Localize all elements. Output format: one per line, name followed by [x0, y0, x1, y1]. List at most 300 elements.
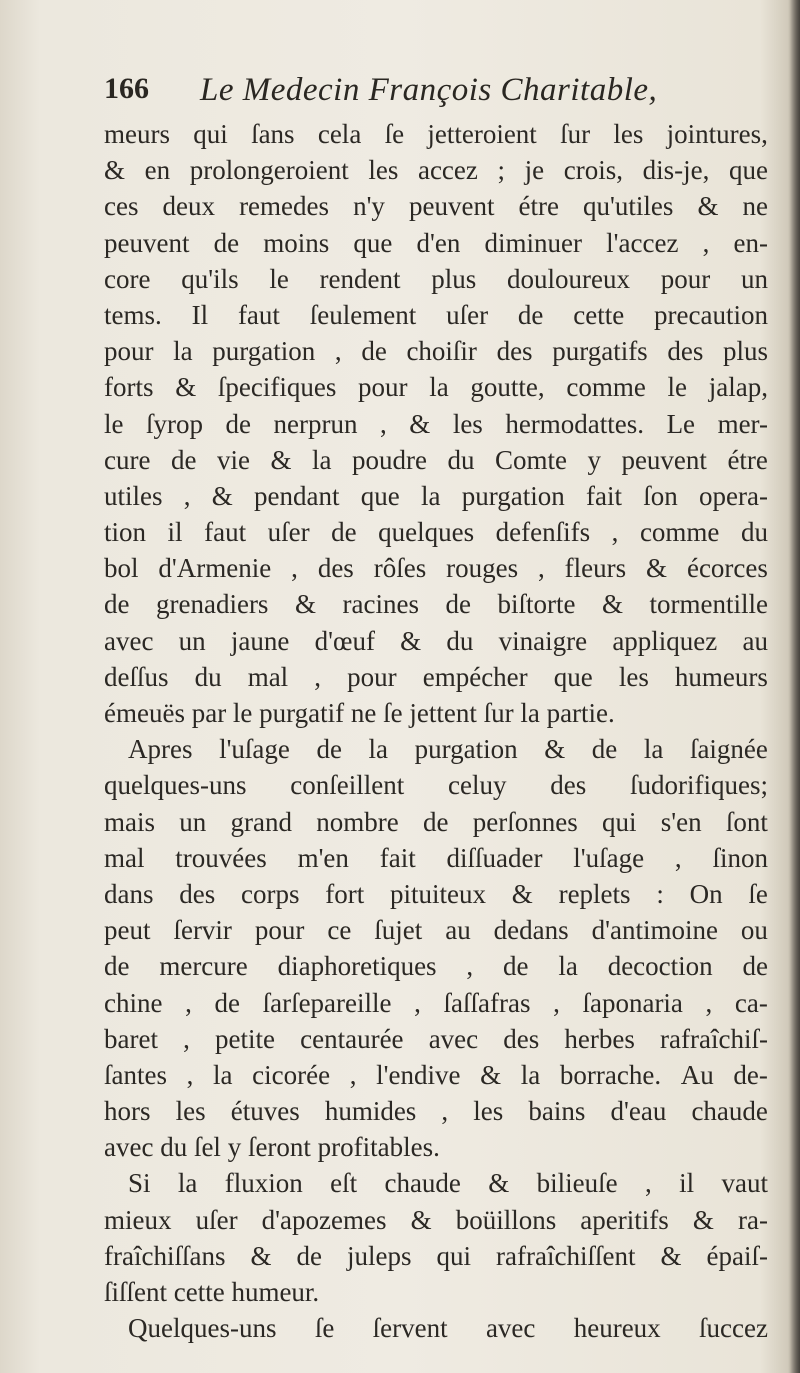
word: crois,: [563, 155, 624, 186]
word: humides: [324, 1096, 417, 1127]
word: conſeillent: [290, 770, 405, 801]
text-line: [104, 514, 768, 550]
word: precaution: [654, 299, 768, 330]
word: un: [179, 806, 207, 837]
word: utiles: [104, 480, 163, 511]
text-line: [104, 261, 768, 297]
word: rafraîchiſ-: [660, 1023, 768, 1054]
text-line: [104, 767, 768, 803]
word: la: [213, 1059, 233, 1090]
word: decoction: [607, 951, 713, 982]
word: diaphoretiques: [277, 951, 437, 982]
word: fraîchiſſans: [104, 1240, 226, 1271]
word: il: [679, 1168, 695, 1199]
word: comme: [639, 517, 720, 548]
word: ca-: [734, 987, 768, 1018]
text-line: [104, 804, 768, 840]
word: &: [511, 878, 533, 909]
word: ſans: [251, 119, 295, 149]
word: l'endive: [376, 1059, 461, 1090]
word: ſantes: [104, 1059, 167, 1090]
word: du: [447, 444, 475, 475]
word: ,: [441, 1096, 449, 1127]
word: Au: [680, 1059, 714, 1090]
text-line: [104, 985, 768, 1021]
word: purgation: [461, 480, 565, 511]
word: grand: [230, 806, 293, 837]
word: &: [646, 553, 668, 584]
word: n'y: [353, 191, 385, 222]
word: celuy: [447, 770, 507, 801]
word: le: [269, 263, 289, 294]
word: Apres: [128, 734, 193, 765]
text-line: [104, 731, 768, 767]
text-line: [104, 152, 768, 188]
text-line: [104, 1021, 768, 1057]
word: core: [104, 263, 151, 294]
word: ,: [674, 842, 682, 873]
word: ſyrop: [146, 408, 204, 439]
word: fluxion: [224, 1168, 303, 1199]
word: d'Armenie: [158, 553, 272, 584]
word: prolongeroient: [189, 155, 349, 186]
word: de: [331, 517, 357, 548]
word: étre: [518, 191, 559, 222]
word: de: [104, 589, 130, 620]
word: opera-: [698, 480, 768, 511]
word: centaurée: [300, 1023, 404, 1054]
word: perſonnes: [472, 806, 578, 837]
word: replets: [558, 878, 631, 909]
word: la: [177, 1168, 198, 1199]
word: dans: [104, 878, 154, 909]
word: ra-: [737, 1204, 768, 1235]
word: ,: [314, 661, 322, 692]
word: &: [270, 444, 292, 475]
word: tems.: [104, 299, 162, 330]
word: ,: [702, 227, 710, 258]
word: de: [213, 227, 240, 258]
word: borrache.: [559, 1059, 662, 1090]
word: boüillons: [455, 1204, 557, 1235]
word: purgatifs: [552, 336, 648, 367]
word: les: [473, 1096, 504, 1127]
word: ſarſepareille: [262, 987, 392, 1018]
word: biſtorte: [497, 589, 576, 620]
word: diſſuader: [446, 842, 543, 873]
word: en-: [733, 227, 768, 258]
word: poudre: [351, 444, 427, 475]
word: On: [689, 878, 723, 909]
page-header: [104, 72, 754, 116]
body-text: [104, 116, 768, 1346]
word: &: [175, 372, 197, 403]
word: de: [316, 734, 342, 765]
word: ſon: [643, 480, 678, 511]
word: il: [167, 517, 183, 548]
word: tormentille: [649, 589, 768, 620]
word: les: [452, 408, 483, 439]
word: la: [311, 444, 332, 475]
word: chine: [104, 987, 163, 1018]
word: rafraîchiſſent: [496, 1240, 636, 1271]
word: peuvent: [408, 191, 495, 222]
word: ſe: [314, 1313, 335, 1344]
word: forts: [104, 372, 154, 403]
word: que: [729, 155, 768, 186]
word: que: [360, 480, 400, 511]
word: étuves: [230, 1096, 300, 1127]
word: fleurs: [564, 553, 627, 584]
word: juleps: [347, 1240, 412, 1271]
word: pituiteux: [390, 878, 487, 909]
word: de: [591, 734, 618, 765]
word: &: [211, 480, 233, 511]
word: des: [550, 770, 587, 801]
word: ſuccez: [699, 1313, 768, 1344]
word: mais: [104, 806, 155, 837]
word: ,: [380, 408, 387, 439]
word: eſt: [330, 1168, 358, 1199]
word: ſujet: [374, 915, 423, 946]
text-line: [104, 369, 768, 405]
word: goutte,: [470, 372, 545, 403]
word: bains: [528, 1096, 586, 1127]
word: je: [524, 155, 545, 186]
word: avec: [485, 1313, 536, 1344]
word: ,: [414, 987, 421, 1018]
word: qu'ils: [181, 263, 239, 294]
word: qui: [193, 119, 228, 149]
word: hors: [104, 1096, 151, 1127]
word: ce: [327, 915, 352, 946]
word: corps: [241, 878, 300, 909]
word: ces: [104, 191, 139, 222]
text-line: [104, 912, 768, 948]
word: m'en: [297, 842, 349, 873]
word: &: [400, 625, 422, 656]
word: les: [613, 119, 644, 149]
word: du: [740, 517, 768, 548]
word: &: [104, 155, 126, 186]
word: étre: [727, 444, 768, 475]
word: diminuer: [484, 227, 583, 258]
word: fait: [585, 480, 622, 511]
word: de: [225, 408, 252, 439]
word: chaude: [691, 1096, 768, 1127]
text-line: [104, 948, 768, 984]
word: du: [194, 661, 222, 692]
word: les: [618, 661, 649, 692]
word: ,: [611, 517, 619, 548]
word: ,: [645, 1168, 652, 1199]
word: ,: [349, 1059, 357, 1090]
word: ,: [186, 1059, 194, 1090]
word: uſer: [195, 1204, 238, 1235]
word: cela: [317, 119, 362, 149]
page-edge-shadow: [788, 0, 800, 1373]
word: de: [423, 806, 449, 837]
word: :: [656, 878, 664, 909]
word: ,: [183, 1023, 190, 1054]
word: rendent: [319, 263, 401, 294]
word: ,: [291, 553, 298, 584]
word: de: [214, 987, 240, 1018]
word: ſaignée: [689, 734, 768, 765]
text-line: [104, 1202, 768, 1238]
word: &: [410, 1204, 432, 1235]
word: qui: [436, 1240, 472, 1271]
running-head: Le Medecin François Charitable,: [200, 72, 658, 108]
word: quelques: [378, 517, 475, 548]
word: ſaponaria: [582, 987, 683, 1018]
word: chaude: [384, 1168, 461, 1199]
text-line: [104, 623, 768, 659]
word: vaut: [721, 1168, 768, 1199]
word: purgation: [212, 336, 316, 367]
word: ne: [742, 191, 768, 222]
word: &: [660, 1240, 682, 1271]
word: &: [488, 1168, 510, 1199]
word: rouges: [446, 553, 519, 584]
word: &: [697, 191, 719, 222]
word: la: [558, 951, 578, 982]
word: s'en: [660, 806, 702, 837]
word: pour: [254, 915, 305, 946]
word: faut: [237, 299, 280, 330]
word: d'apozemes: [261, 1204, 387, 1235]
word: pour: [104, 336, 154, 367]
word: deux: [162, 191, 216, 222]
word: Quelques-uns: [128, 1313, 277, 1344]
word: les: [368, 155, 399, 186]
word: d'œuf: [314, 625, 375, 656]
word: épaiſ-: [706, 1240, 768, 1271]
word: ſpecifiques: [217, 372, 337, 403]
word: meurs: [104, 119, 170, 149]
word: &: [544, 734, 566, 765]
word: d'eau: [610, 1096, 667, 1127]
word: herbes: [564, 1023, 635, 1054]
word: ſe: [384, 119, 405, 149]
word: ,: [466, 951, 474, 982]
text-line: ſiſſent cette humeur.: [104, 1277, 320, 1307]
word: des: [317, 553, 354, 584]
word: de: [296, 1240, 322, 1271]
word: ſervir: [173, 915, 232, 946]
word: pendant: [254, 480, 340, 511]
word: la: [420, 480, 441, 511]
word: mal: [104, 842, 145, 873]
word: peut: [104, 915, 151, 946]
word: que: [553, 661, 593, 692]
word: plus: [431, 263, 477, 294]
word: &: [294, 589, 316, 620]
word: remedes: [239, 191, 330, 222]
text-line: [104, 659, 768, 695]
word: l'uſage: [219, 734, 290, 765]
word: peuvent: [621, 444, 707, 475]
text-line: [104, 225, 768, 261]
word: pour: [347, 661, 397, 692]
word: deſſus: [104, 661, 169, 692]
word: la: [520, 1059, 541, 1090]
word: quelques-uns: [104, 770, 247, 801]
word: dis-je,: [642, 155, 710, 186]
word: empécher: [422, 661, 528, 692]
word: la: [643, 734, 664, 765]
word: au: [445, 915, 471, 946]
word: cette: [573, 299, 625, 330]
text-line: émeuës par le purgatif ne ſe jettent ſur la partie.: [104, 698, 615, 728]
word: des: [179, 878, 216, 909]
text-line: [104, 333, 768, 369]
word: appliquez: [612, 625, 718, 656]
word: faut: [204, 517, 247, 548]
word: fort: [325, 878, 365, 909]
word: ,: [183, 480, 191, 511]
word: pour: [358, 372, 408, 403]
word: qu'utiles: [583, 191, 674, 222]
text-line: [104, 1238, 768, 1274]
text-line: [104, 478, 768, 514]
text-line: [104, 1057, 768, 1093]
word: d'antimoine: [591, 915, 718, 946]
text-line: [104, 586, 768, 622]
word: moins: [263, 227, 330, 258]
word: qui: [602, 806, 637, 837]
word: hermodattes.: [505, 408, 645, 439]
word: des: [503, 1023, 540, 1054]
word: vinaigre: [498, 625, 588, 656]
word: de: [104, 951, 130, 982]
word: Il: [191, 299, 209, 330]
word: uſer: [267, 517, 310, 548]
word: d'en: [416, 227, 461, 258]
word: jetteroient: [427, 119, 537, 149]
word: bol: [104, 553, 139, 584]
word: la: [173, 336, 193, 367]
word: ſaſſafras: [443, 987, 531, 1018]
word: nombre: [316, 806, 399, 837]
word: trouvées: [175, 842, 267, 873]
word: en: [144, 155, 171, 186]
page-number: 166: [104, 72, 149, 105]
word: de: [170, 444, 197, 475]
word: ſont: [725, 806, 768, 837]
word: nerprun: [273, 408, 358, 439]
word: petite: [215, 1023, 275, 1054]
word: humeurs: [674, 661, 768, 692]
word: grenadiers: [156, 589, 269, 620]
word: de: [445, 589, 471, 620]
word: vie: [216, 444, 250, 475]
text-line: [104, 1310, 768, 1346]
word: jalap,: [708, 372, 768, 403]
word: de-: [733, 1059, 768, 1090]
word: ſur: [560, 119, 591, 149]
text-line: [104, 550, 768, 586]
word: purgation: [414, 734, 518, 765]
word: ,: [185, 987, 192, 1018]
word: avec: [428, 1023, 479, 1054]
word: fait: [379, 842, 416, 873]
word: &: [692, 1204, 714, 1235]
word: des: [667, 336, 704, 367]
text-line: avec du ſel y ſeront profitables.: [104, 1132, 440, 1163]
text-line: [104, 1093, 768, 1129]
word: écorces: [686, 553, 768, 584]
word: racines: [342, 589, 419, 620]
word: comme: [566, 372, 646, 403]
word: mercure: [159, 951, 248, 982]
word: pour: [660, 263, 711, 294]
word: des: [496, 336, 533, 367]
text-line: [104, 840, 768, 876]
word: jaune: [230, 625, 290, 656]
word: cure: [104, 444, 151, 475]
word: baret: [104, 1023, 158, 1054]
text-line: [104, 116, 768, 152]
word: &: [250, 1240, 272, 1271]
word: bilieuſe: [536, 1168, 618, 1199]
word: ,: [705, 987, 713, 1018]
word: l'accez: [606, 227, 679, 258]
word: accez: [417, 155, 478, 186]
word: de: [742, 951, 768, 982]
word: mal: [247, 661, 289, 692]
word: &: [601, 589, 623, 620]
word: un: [178, 625, 206, 656]
word: douloureux: [507, 263, 630, 294]
word: mer-: [717, 408, 768, 439]
word: &: [480, 1059, 502, 1090]
word: ſinon: [712, 842, 768, 873]
word: un: [740, 263, 768, 294]
word: peuvent: [104, 227, 190, 258]
word: Si: [128, 1168, 151, 1199]
word: ou: [740, 915, 768, 946]
word: Comte: [494, 444, 567, 475]
word: ;: [497, 155, 506, 186]
word: la: [429, 372, 449, 403]
word: Le: [666, 408, 696, 439]
word: aperitifs: [580, 1204, 669, 1235]
word: de: [517, 299, 544, 330]
text-line: [104, 406, 768, 442]
text-line: [104, 442, 768, 478]
word: le: [104, 408, 124, 439]
word: la: [368, 734, 389, 765]
word: mieux: [104, 1204, 172, 1235]
word: ,: [334, 336, 342, 367]
text-line: [104, 297, 768, 333]
word: plus: [722, 336, 768, 367]
word: au: [742, 625, 768, 656]
word: tion: [104, 517, 147, 548]
word: ſudorifiques;: [630, 770, 768, 801]
word: ſe: [748, 878, 768, 909]
word: l'uſage: [573, 842, 645, 873]
word: rôſes: [373, 553, 427, 584]
text-line: [104, 876, 768, 912]
word: ,: [553, 987, 560, 1018]
word: de: [361, 336, 387, 367]
word: le: [667, 372, 688, 403]
word: les: [175, 1096, 206, 1127]
word: ſeulement: [309, 299, 417, 330]
word: y: [587, 444, 601, 475]
